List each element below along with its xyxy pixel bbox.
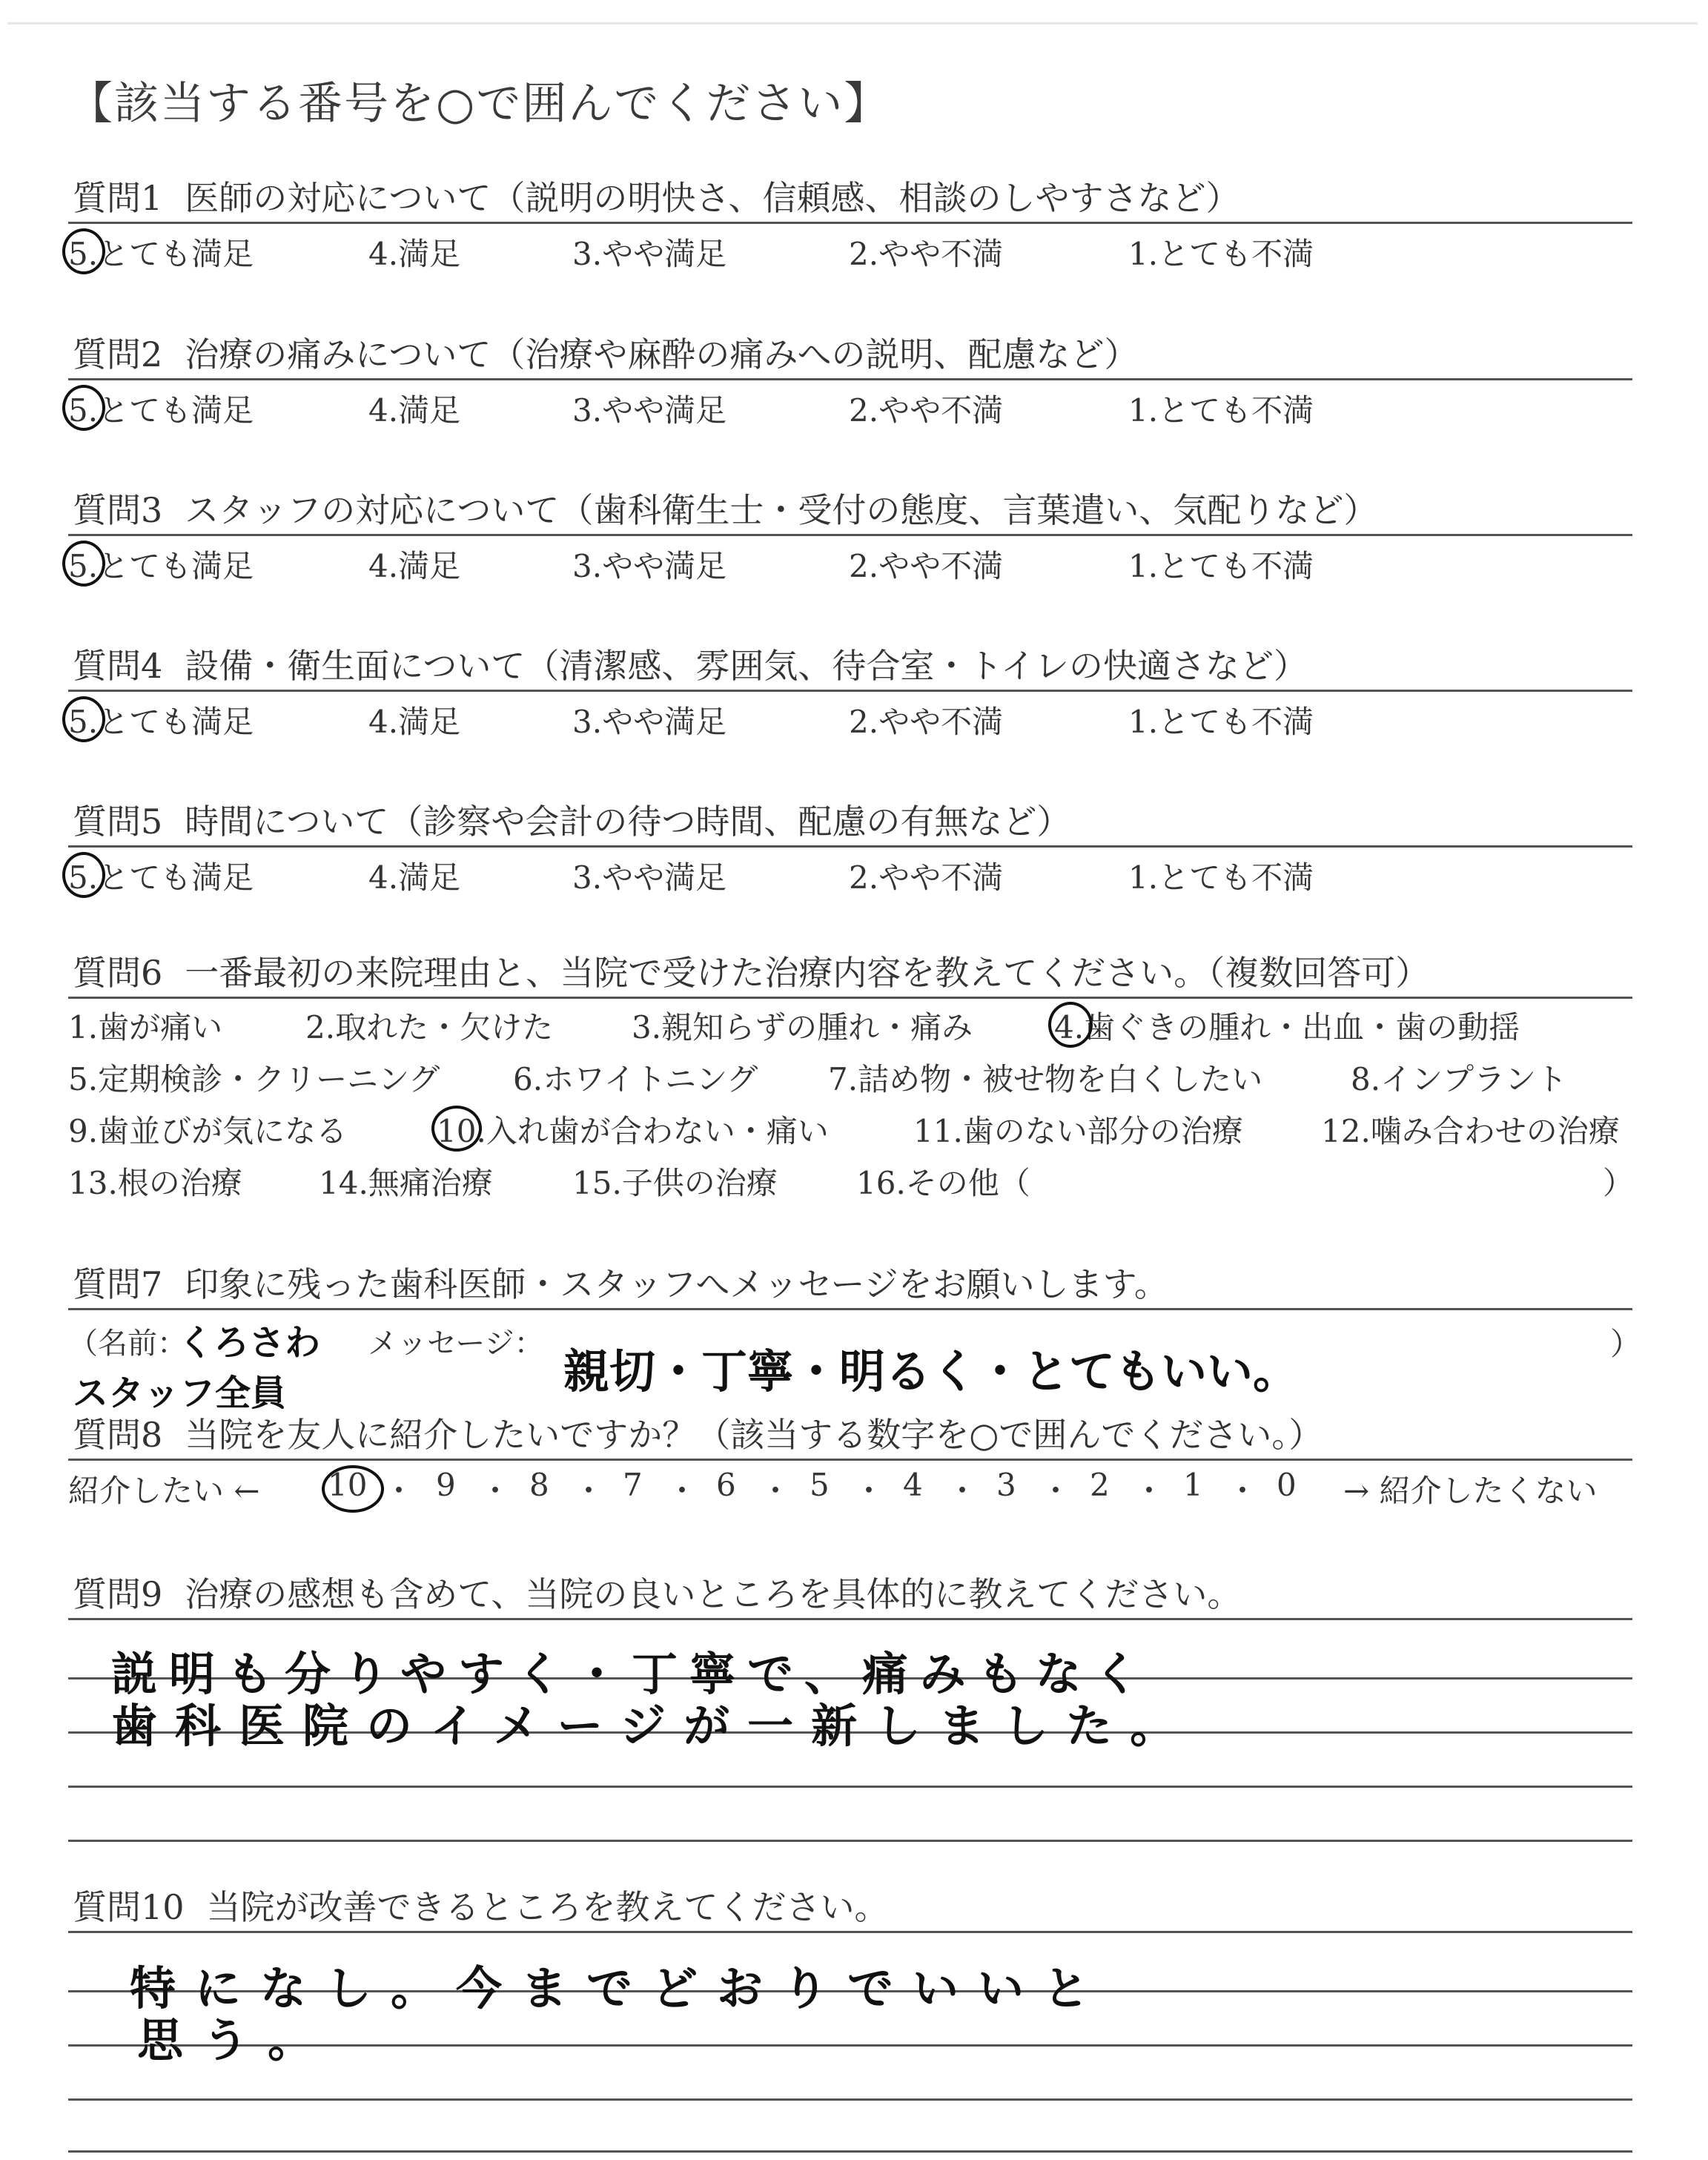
question-number: 質問6 (73, 953, 163, 993)
option-1[interactable]: 1.とても不満 (1128, 704, 1314, 740)
option-4[interactable]: 4.満足 (368, 859, 461, 896)
question-text: スタッフの対応について（歯科衛生士・受付の態度、言葉遣い、気配りなど） (185, 490, 1378, 530)
reason-1[interactable]: 1.歯が痛い (68, 1009, 223, 1046)
option-5[interactable]: 5.とても満足 (68, 392, 254, 429)
option-5[interactable]: 5.とても満足 (68, 236, 254, 272)
q9-answer-line-1[interactable]: 説明も分りやすく・丁寧で、痛みもなく (111, 1647, 1151, 1701)
page-top-rule (7, 22, 1698, 24)
recommend-scale (68, 1461, 1632, 1514)
option-2[interactable]: 2.やや不満 (849, 236, 1004, 272)
option-5[interactable]: 5.とても満足 (68, 548, 254, 584)
question-8 (68, 1411, 1632, 1514)
question-5 (68, 798, 1632, 901)
reason-3[interactable]: 3.親知らずの腫れ・痛み (632, 1009, 973, 1046)
answer-line (68, 1840, 1632, 1842)
scale-6[interactable]: 6 (716, 1467, 736, 1503)
reason-5[interactable]: 5.定期検診・クリーニング (68, 1061, 440, 1097)
scale-3[interactable]: 3 (996, 1467, 1016, 1503)
scale-separator: ・ (853, 1473, 885, 1509)
question-text: 設備・衛生面について（清潔感、雰囲気、待合室・トイレの快適さなど） (185, 646, 1308, 686)
scale-separator: ・ (1040, 1473, 1072, 1509)
question-7 (68, 1261, 1632, 1310)
name-value-2[interactable]: スタッフ全員 (73, 1373, 287, 1414)
name-label: （名前： (68, 1327, 187, 1361)
scale-10[interactable]: 10 (328, 1467, 368, 1503)
q10-answer-line-2[interactable]: 思う。 (137, 2013, 334, 2067)
option-2[interactable]: 2.やや不満 (849, 392, 1004, 429)
scale-8[interactable]: 8 (529, 1467, 549, 1503)
question-4 (68, 642, 1632, 745)
question-text: 時間について（診察や会計の待つ時間、配慮の有無など） (185, 802, 1071, 842)
option-3[interactable]: 3.やや満足 (572, 704, 727, 740)
option-2[interactable]: 2.やや不満 (849, 548, 1004, 584)
question-text: 当院を友人に紹介したいですか？（該当する数字を○で囲んでください。） (185, 1415, 1323, 1455)
option-3[interactable]: 3.やや満足 (572, 392, 727, 429)
scale-0[interactable]: 0 (1277, 1467, 1297, 1503)
question-2 (68, 331, 1632, 434)
answer-line (68, 2098, 1632, 2101)
scale-2[interactable]: 2 (1090, 1467, 1110, 1503)
scale-separator: ・ (383, 1473, 415, 1509)
option-2[interactable]: 2.やや不満 (849, 704, 1004, 740)
question-1 (68, 174, 1632, 277)
question-6 (68, 949, 1635, 1206)
reason-7[interactable]: 7.詰め物・被せ物を白くしたい (828, 1061, 1263, 1097)
reason-15[interactable]: 15.子供の治療 (572, 1165, 778, 1201)
option-1[interactable]: 1.とても不満 (1128, 548, 1314, 584)
option-4[interactable]: 4.満足 (368, 392, 461, 429)
scale-separator: ・ (1227, 1473, 1259, 1509)
q10-answer-line-1[interactable]: 特になし。今までどおりでいいと (130, 1961, 1109, 2015)
option-1[interactable]: 1.とても不満 (1128, 236, 1314, 272)
option-1[interactable]: 1.とても不満 (1128, 859, 1314, 896)
question-text: 治療の感想も含めて、当院の良いところを具体的に教えてください。 (185, 1574, 1242, 1614)
question-number: 質問9 (73, 1574, 163, 1614)
reason-11[interactable]: 11.歯のない部分の治療 (913, 1113, 1243, 1149)
message-value[interactable]: 親切・丁寧・明るく・とてもいい。 (563, 1344, 1300, 1398)
scale-left-label: 紹介したい ← (68, 1473, 260, 1509)
question-10 (68, 1883, 1632, 1933)
reason-14[interactable]: 14.無痛治療 (319, 1165, 493, 1201)
scale-separator: ・ (760, 1473, 792, 1509)
reason-10[interactable]: 10.入れ歯が合わない・痛い (437, 1113, 829, 1149)
message-close: ） (1610, 1326, 1642, 1362)
form-header: 【該当する番号を○で囲んでください】 (68, 78, 890, 130)
option-3[interactable]: 3.やや満足 (572, 548, 727, 584)
scale-separator: ・ (480, 1473, 512, 1509)
option-4[interactable]: 4.満足 (368, 548, 461, 584)
question-number: 質問7 (73, 1264, 163, 1304)
scale-separator: ・ (1133, 1473, 1165, 1509)
option-5[interactable]: 5.とても満足 (68, 704, 254, 740)
question-number: 質問1 (73, 178, 163, 218)
reason-12[interactable]: 12.噛み合わせの治療 (1321, 1113, 1620, 1149)
question-text: 一番最初の来院理由と、当院で受けた治療内容を教えてください。（複数回答可） (185, 953, 1430, 993)
reason-13[interactable]: 13.根の治療 (68, 1165, 242, 1201)
answer-line (68, 2150, 1632, 2153)
question-number: 質問10 (73, 1887, 185, 1927)
message-label: メッセージ： (368, 1327, 544, 1361)
scale-9[interactable]: 9 (436, 1467, 456, 1503)
question-9 (68, 1571, 1632, 1620)
question-3 (68, 486, 1632, 589)
option-5[interactable]: 5.とても満足 (68, 859, 254, 896)
option-2[interactable]: 2.やや不満 (849, 859, 1004, 896)
scale-separator: ・ (666, 1473, 698, 1509)
option-1[interactable]: 1.とても不満 (1128, 392, 1314, 429)
reason-6[interactable]: 6.ホワイトニング (513, 1061, 758, 1097)
answer-line (68, 1786, 1632, 1788)
scale-separator: ・ (573, 1473, 605, 1509)
question-number: 質問3 (73, 490, 163, 530)
question-number: 質問8 (73, 1415, 163, 1455)
question-text: 医師の対応について（説明の明快さ、信頼感、相談のしやすさなど） (185, 178, 1240, 218)
name-value[interactable]: くろさわ (178, 1322, 321, 1364)
scale-right-label: → 紹介したくない (1343, 1473, 1598, 1509)
question-number: 質問2 (73, 334, 163, 374)
reason-4[interactable]: 4.歯ぐきの腫れ・出血・歯の動揺 (1054, 1009, 1520, 1046)
option-3[interactable]: 3.やや満足 (572, 236, 727, 272)
q9-answer-line-2[interactable]: 歯科医院のイメージが一新しました。 (111, 1699, 1194, 1753)
scale-4[interactable]: 4 (903, 1467, 923, 1503)
scale-separator: ・ (947, 1473, 979, 1509)
reason-8[interactable]: 8.インプラント (1351, 1061, 1568, 1097)
question-text: 当院が改善できるところを教えてください。 (206, 1887, 889, 1927)
reason-16[interactable]: 16.その他（ (856, 1165, 1030, 1201)
scale-5[interactable]: 5 (810, 1467, 830, 1503)
scale-7[interactable]: 7 (623, 1467, 643, 1503)
option-4[interactable]: 4.満足 (368, 704, 461, 740)
reason-9[interactable]: 9.歯並びが気になる (68, 1113, 348, 1149)
option-4[interactable]: 4.満足 (368, 236, 461, 272)
question-number: 質問5 (73, 802, 163, 842)
question-number: 質問4 (73, 646, 163, 686)
option-3[interactable]: 3.やや満足 (572, 859, 727, 896)
question-text: 治療の痛みについて（治療や麻酔の痛みへの説明、配慮など） (185, 334, 1139, 374)
scale-1[interactable]: 1 (1183, 1467, 1203, 1503)
reason-2[interactable]: 2.取れた・欠けた (305, 1009, 554, 1046)
question-text: 印象に残った歯科医師・スタッフへメッセージをお願いします。 (185, 1264, 1168, 1304)
reason-16-close: ） (1603, 1165, 1635, 1201)
